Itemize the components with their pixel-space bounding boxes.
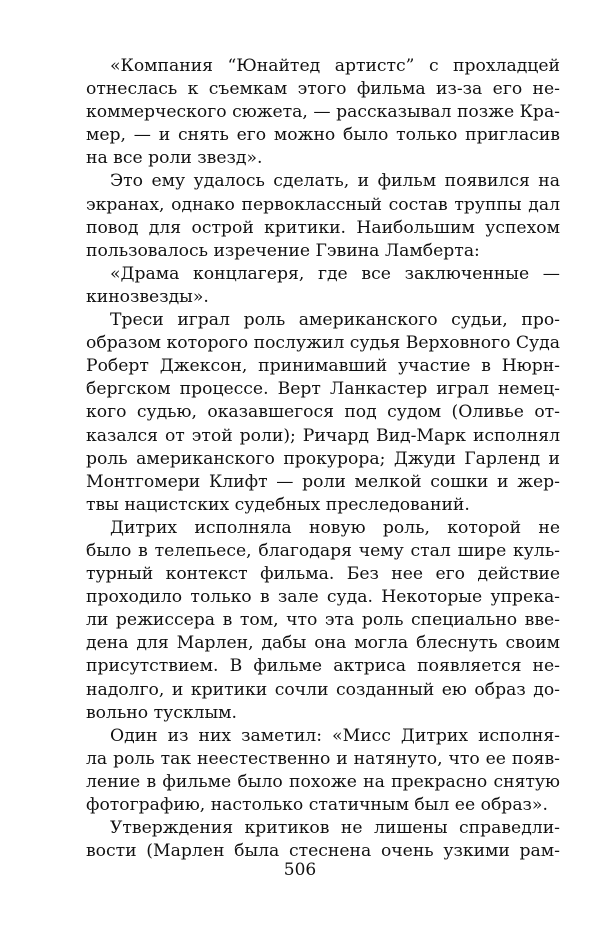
text-line: повод для острой критики. Наибольшим успехом: [86, 217, 560, 238]
page-number: 506: [283, 860, 317, 880]
text-line: кого судью, оказавшегося под судом (Оливье от-: [86, 402, 560, 423]
text-line: Монтгомери Клифт — роли мелкой сошки и жер-: [86, 471, 560, 492]
page-body: [86, 55, 560, 863]
text-line: Дитрих исполняла новую роль, которой не: [110, 517, 560, 538]
text-line: присутствием. В фильме актриса появляется не-: [86, 656, 560, 677]
text-line: твы нацистских судебных преследований.: [86, 494, 470, 515]
text-line: экранах, однако первоклассный состав труппы дал: [86, 194, 560, 215]
paragraph: [86, 309, 560, 517]
text-line: пользовалось изречение Гэвина Ламберта:: [86, 240, 480, 261]
text-line: Это ему удалось сделать, и фильм появился на: [110, 171, 560, 192]
text-line: проходило только в зале суда. Некоторые упрека-: [86, 587, 560, 608]
text-line: отнеслась к съемкам этого фильма из-за его не-: [86, 79, 560, 100]
text-line: кинозвезды».: [86, 286, 209, 307]
text-line: «Драма концлагеря, где все заключенные —: [110, 263, 560, 284]
text-line: роль американского прокурора; Джуди Гарленд и: [86, 448, 560, 469]
text-line: дена для Марлен, дабы она могла блеснуть своим: [86, 633, 560, 654]
paragraph: [86, 263, 560, 309]
text-line: было в телепьесе, благодаря чему стал шире куль-: [86, 540, 560, 561]
text-line: Треси играл роль американского судьи, про-: [110, 310, 560, 331]
text-line: мер, — и снять его можно было только пригласив: [86, 125, 560, 146]
text-line: фотографию, настолько статичным был ее образ».: [86, 795, 548, 815]
text-line: коммерческого сюжета, — рассказывал позже Кра-: [86, 102, 560, 123]
text-line: вольно тусклым.: [86, 702, 237, 723]
paragraph: [86, 817, 560, 863]
text-line: казался от этой роли); Ричард Вид-Марк исполнял: [86, 425, 560, 446]
text-line: надолго, и критики сочли созданный ею образ до-: [86, 679, 560, 700]
text-line: Один из них заметил: «Мисс Дитрих исполня-: [110, 725, 560, 746]
paragraph: [86, 517, 560, 725]
text-line: образом которого послужил судья Верховного Суда: [86, 333, 560, 354]
text-line: бергском процессе. Верт Ланкастер играл немец-: [86, 379, 560, 400]
text-line: ление в фильме было похоже на прекрасно снятую: [86, 771, 560, 792]
text-line: ли режиссера в том, что эта роль специально вве-: [86, 610, 560, 631]
text-line: турный контекст фильма. Без нее его действие: [86, 564, 560, 585]
paragraph: [86, 725, 560, 817]
text-line: вости (Марлен была стеснена очень узкими рам-: [86, 841, 560, 862]
paragraph: [86, 55, 560, 170]
text-line: Роберт Джексон, принимавший участие в Нюрн-: [86, 356, 560, 377]
text-line: «Компания “Юнайтед артистс” с прохладцей: [110, 56, 560, 76]
text-line: на все роли звезд».: [86, 148, 263, 169]
paragraph: [86, 170, 560, 262]
text-line: ла роль так неестественно и натянуто, что ее появ-: [86, 748, 560, 769]
text-line: Утверждения критиков не лишены справедли-: [110, 818, 560, 839]
